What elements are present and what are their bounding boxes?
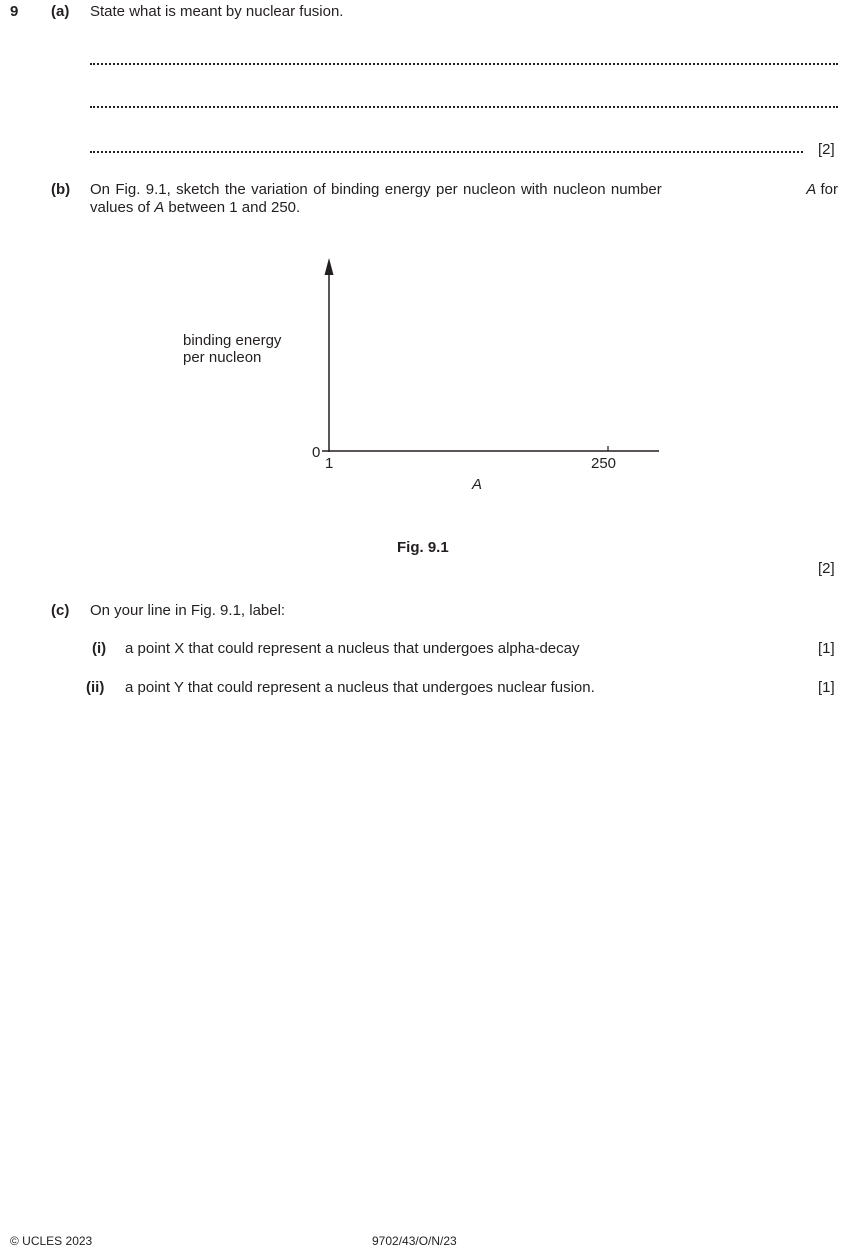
figure-caption: Fig. 9.1: [397, 539, 449, 556]
part-b-line-2-start: values of: [90, 199, 155, 216]
y-axis-label-line-1: binding energy: [183, 332, 282, 349]
part-a-mark: [2]: [818, 141, 835, 158]
part-b-mark: [2]: [818, 560, 835, 577]
part-c-ii-text: a point Y that could represent a nucleus that undergoes nuclear fusion.: [125, 679, 595, 696]
part-a-label: (a): [51, 3, 70, 20]
question-number: 9: [10, 3, 19, 20]
x-tick-1-label: 1: [325, 455, 334, 472]
y-axis-arrowhead: [325, 258, 334, 275]
part-c-label: (c): [51, 602, 70, 619]
part-b-line-2-italic: A: [154, 199, 165, 216]
part-b-line-1-end: for: [816, 181, 838, 198]
x-tick-250-label: 250: [591, 455, 617, 472]
x-axis-label: A: [472, 476, 483, 493]
part-c-ii-label: (ii): [86, 679, 105, 696]
footer-code: 9702/43/O/N/23: [372, 1234, 457, 1248]
footer-copyright: © UCLES 2023: [10, 1234, 93, 1248]
part-a-text: State what is meant by nuclear fusion.: [90, 3, 344, 20]
part-b-label: (b): [51, 181, 71, 198]
part-c-i-text: a point X that could represent a nucleus that undergoes alpha-decay: [125, 640, 580, 657]
part-b-line-2-end: between 1 and 250.: [164, 199, 301, 216]
part-c-ii-mark: [1]: [818, 679, 835, 696]
part-b-line-1-italic: A: [806, 181, 817, 198]
part-c-text: On your line in Fig. 9.1, label:: [90, 602, 286, 619]
part-c-i-mark: [1]: [818, 640, 835, 657]
figure-9-1[interactable]: [0, 0, 852, 560]
part-b-line-1-start: On Fig. 9.1, sketch the variation of binding energy per nucleon with nucleon number: [90, 181, 668, 198]
origin-label: 0: [312, 444, 321, 461]
part-c-i-label: (i): [92, 640, 107, 657]
y-axis-label-line-2: per nucleon: [183, 349, 262, 366]
